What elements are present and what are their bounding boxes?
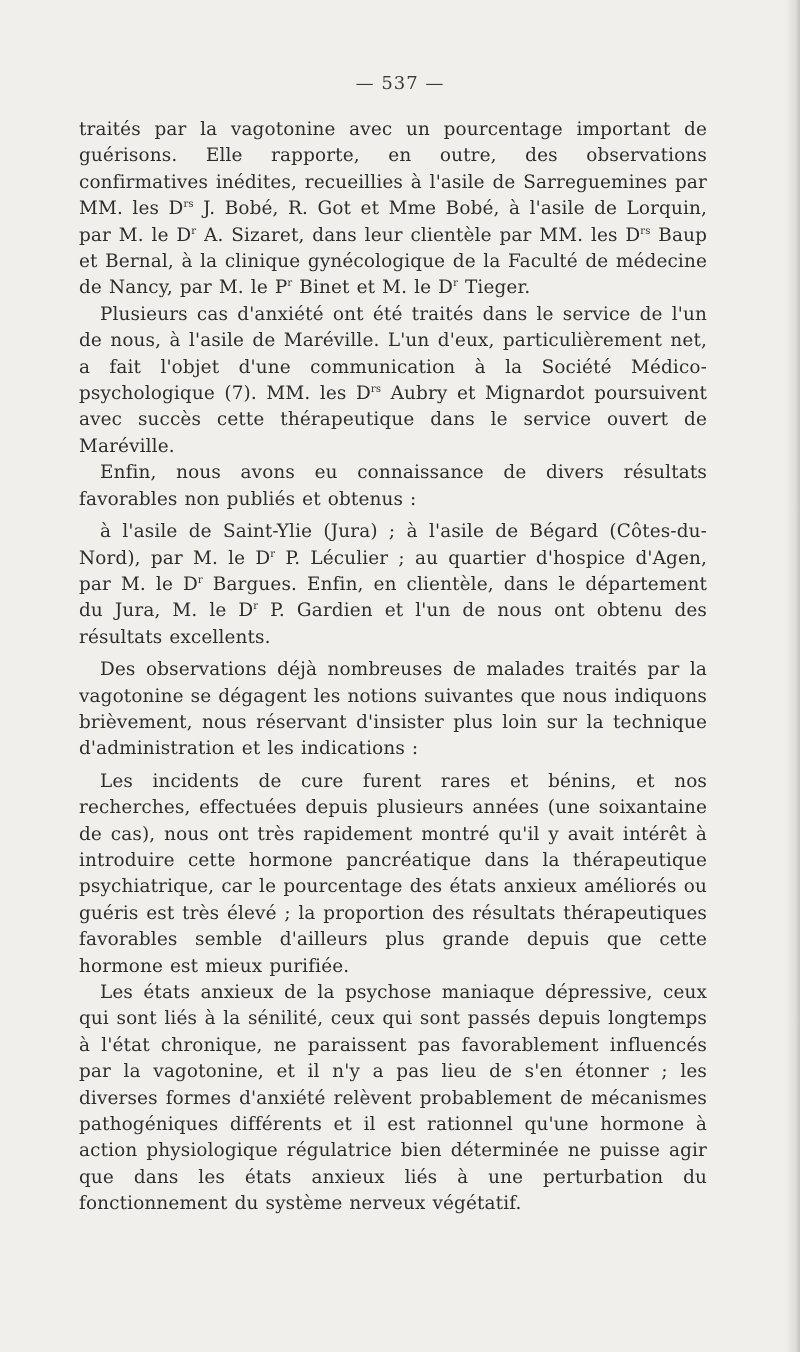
paragraph-2: Plusieurs cas d'anxiété ont été traités dans le service de l'un de nous, à l'asile de Maréville. L'un d'eux, particulièrement net, a fait l'objet d'une communication à la Société Médico-psychologique (7). MM. les $D^{rs}$ Aubry et Mignardot poursuivent avec succès cette thérapeutique dans le service ouvert de Maréville. — [79, 303, 707, 457]
page-edge-shadow — [786, 0, 800, 1352]
paragraph-3: Enfin, nous avons eu connaissance de divers résultats favorables non publiés et obtenus : — [79, 462, 707, 510]
body-text — [79, 117, 707, 1218]
paragraph-5: Des observations déjà nombreuses de malades traités par la vagotonine se dégagent les notions suivantes que nous indiquons brièvement, nous réservant d'insister plus loin sur la technique d'administration et les indications : — [79, 659, 707, 760]
paragraph-7: Les états anxieux de la psychose maniaque dépressive, ceux qui sont liés à la sénilité, ceux qui sont passés depuis longtemps à l'état chronique, ne paraissent pas favorablement influencés par la vagotonine, et il n'y a pas lieu de s'en étonner ; les diverses formes d'anxiété relèvent probablement de mécanismes pathogéniques différents et il est rationnel qu'une hormone à action physiologique régulatrice bien déterminée ne puisse agir que dans les états anxieux liés à une perturbation du fonctionnement du système nerveux végétatif. — [79, 982, 707, 1215]
paragraph-6: Les incidents de cure furent rares et bénins, et nos recherches, effectuées depuis plusieurs années (une soixantaine de cas), nous ont très rapidement montré qu'il y avait intérêt à introduire cette hormone pancréatique dans la thérapeutique psychiatrique, car le pourcentage des états anxieux améliorés ou guéris est très élevé ; la proportion des résultats thérapeutiques favorables semble d'ailleurs plus grande depuis que cette hormone est mieux purifiée. — [79, 770, 707, 977]
paragraph-4: à l'asile de Saint-Ylie (Jura) ; à l'asile de Bégard (Côtes-du-Nord), par M. le $D^r$ P. Léculier ; au quartier d'hospice d'Agen, par M. le $D^r$ Bargues. Enfin, en clientèle, dans le département du Jura, M. le $D^r$ P. Gardien et l'un de nous ont obtenu des résultats excellents. — [79, 521, 708, 648]
paragraph-1: traités par la vagotonine avec un pourcentage important de guérisons. Elle rapporte, en outre, des observations confirmatives inédites, recueillies à l'asile de Sarreguemines par MM. les $D^{rs}$ J. Bobé, R. Got et Mme Bobé, à l'asile de Lorquin, par M. le $D^r$ A. Sizaret, dans leur clientèle par MM. les $D^{rs}$ Baup et Bernal, à la clinique gynécologique de la Faculté de médecine de Nancy, par M. le $P^r$ Binet et M. le $D^r$ Tieger. — [79, 119, 708, 299]
page-number: — 537 — — [355, 73, 445, 94]
